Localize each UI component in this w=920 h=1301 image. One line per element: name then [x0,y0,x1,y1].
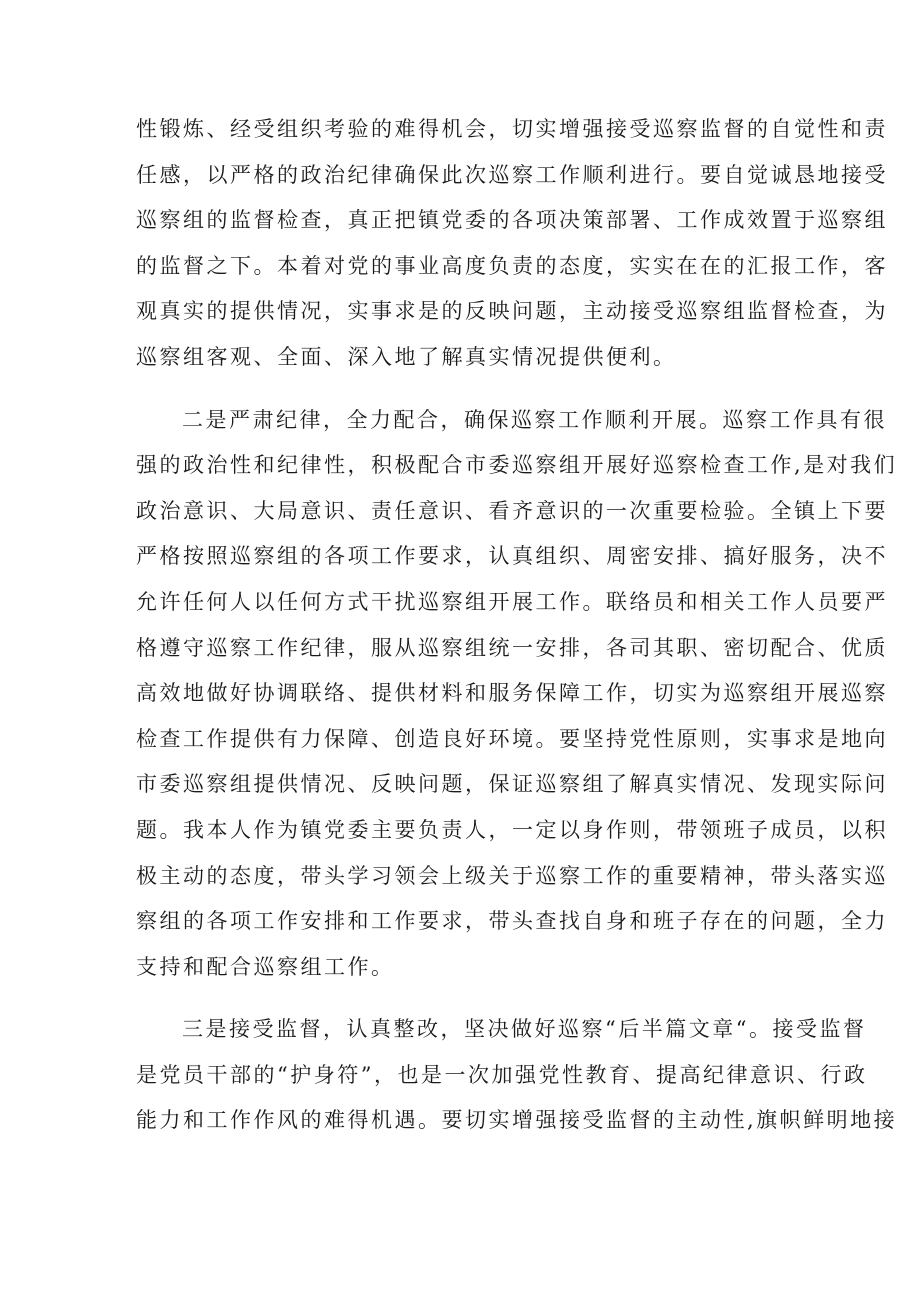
text-line: 市委巡察组提供情况、反映问题，保证巡察组了解真实情况、发现实际问 [136,772,888,797]
text-line: 三是接受监督，认真整改，坚决做好巡察“后半篇文章“。接受监督 [182,1017,867,1042]
text-line: 巡察组客观、全面、深入地了解真实情况提供便利。 [136,344,677,369]
text-line: 能力和工作作风的难得机遇。要切实增强接受监督的主动性,旗帜鲜明地接 [136,1108,898,1133]
text-line: 允许任何人以任何方式干扰巡察组开展工作。联络员和相关工作人员要严 [136,589,888,614]
paragraph-1 [136,107,888,381]
text-line: 巡察组的监督检查，真正把镇党委的各项决策部署、工作成效置于巡察组 [136,208,888,233]
text-line: 任感，以严格的政治纪律确保此次巡察工作顺利进行。要自觉诚恳地接受 [136,162,888,187]
text-line: 观真实的提供情况，实事求是的反映问题，主动接受巡察组监督检查，为 [136,299,888,324]
text-line: 检查工作提供有力保障、创造良好环境。要坚持党性原则，实事求是地向 [136,726,888,751]
text-line: 极主动的态度，带头学习领会上级关于巡察工作的重要精神，带头落实巡 [136,863,888,888]
paragraph-2 [136,398,898,991]
text-line: 强的政治性和纪律性，积极配合市委巡察组开展好巡察检查工作,是对我们 [136,453,898,478]
text-line: 的监督之下。本着对党的事业高度负责的态度，实实在在的汇报工作，客 [136,253,888,278]
text-line: 察组的各项工作安排和工作要求，带头查找自身和班子存在的问题，全力 [136,909,888,934]
text-line: 支持和配合巡察组工作。 [136,954,395,979]
text-line: 二是严肃纪律，全力配合，确保巡察工作顺利开展。巡察工作具有很 [182,407,887,432]
text-line: 性锻炼、经受组织考验的难得机会，切实增强接受巡察监督的自觉性和责 [136,117,888,141]
text-line: 高效地做好协调联络、提供材料和服务保障工作，切实为巡察组开展巡察 [136,681,888,706]
text-line: 严格按照巡察组的各项工作要求，认真组织、周密安排、搞好服务，决不 [136,544,888,569]
paragraph-3 [136,1007,898,1144]
text-line: 格遵守巡察工作纪律，服从巡察组统一安排，各司其职、密切配合、优质 [136,635,888,660]
text-line: 政治意识、大局意识、责任意识、看齐意识的一次重要检验。全镇上下要 [136,498,888,523]
text-line: 是党员干部的“护身符”，也是一次加强党性教育、提高纪律意识、行政 [136,1062,868,1087]
text-line: 题。我本人作为镇党委主要负责人，一定以身作则，带领班子成员，以积 [136,817,888,842]
document-body [136,107,898,1144]
